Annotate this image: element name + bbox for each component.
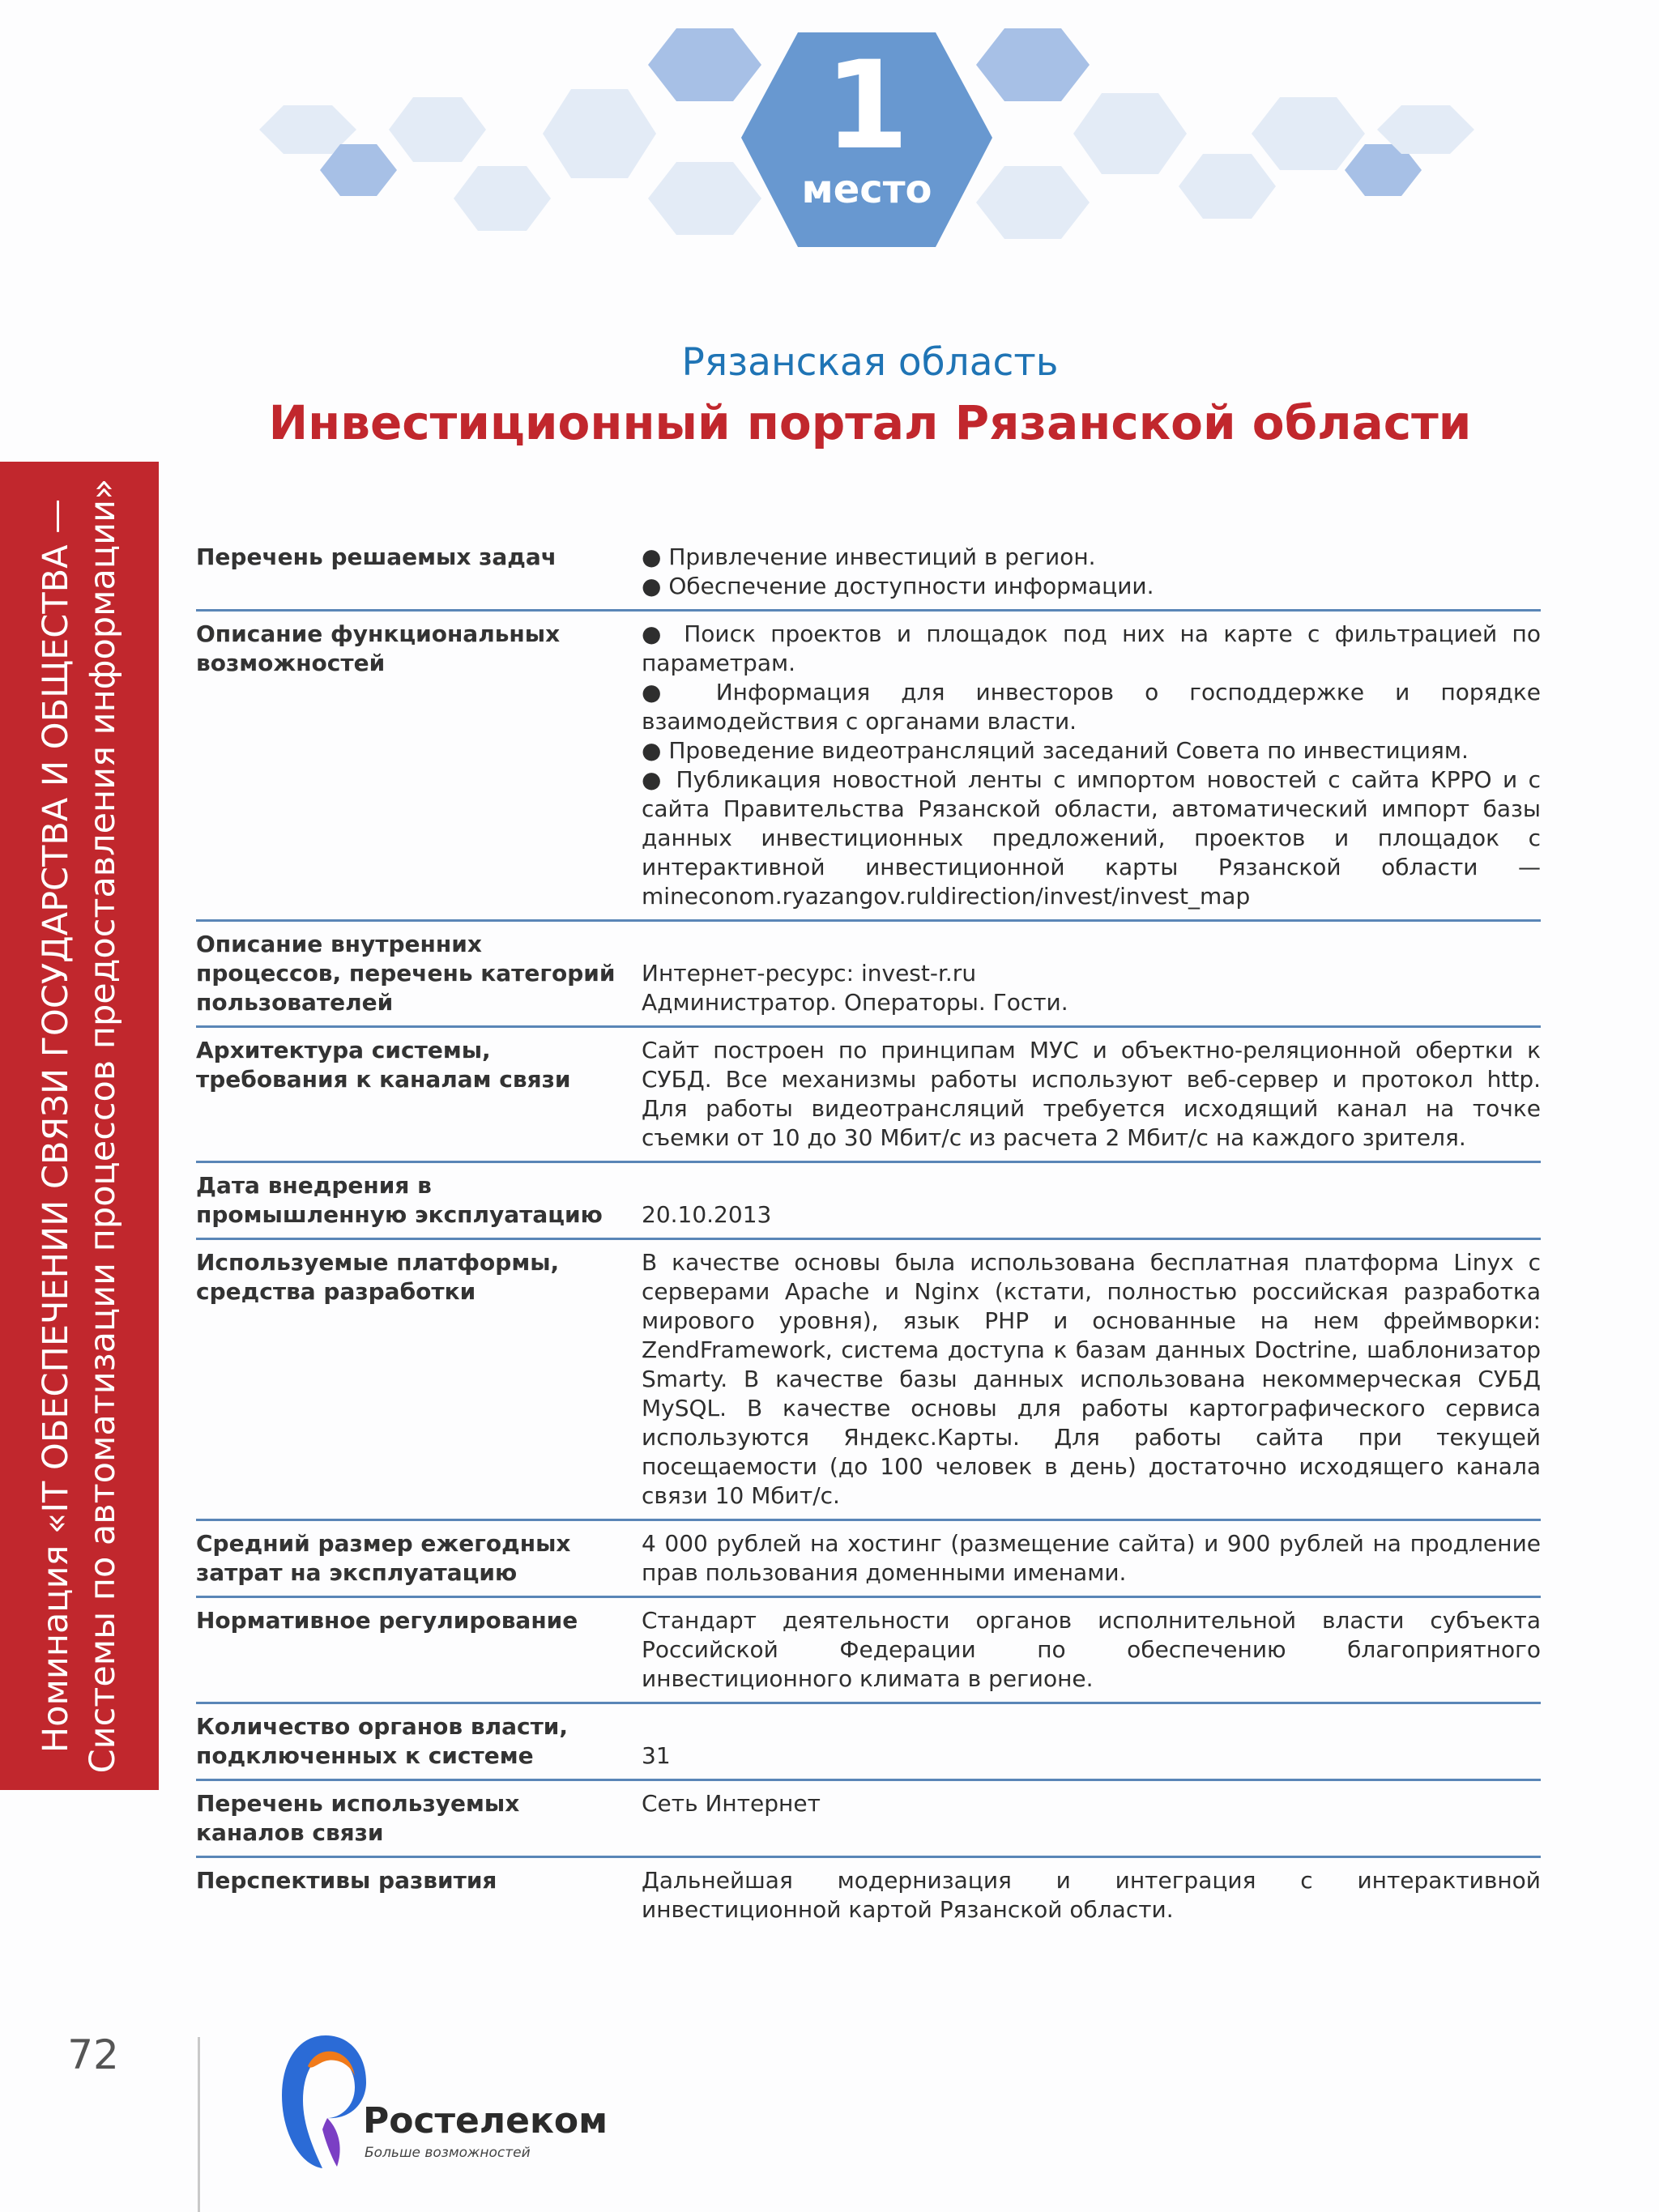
row-value: В качестве основы была использована бесплатная платформа Linyx с серверами Apache и Nginx (кстати, полностью российская разработка мирового уровня), язык PHP и основанные на нем фреймворки: ZendFramework, система доступа к базам данных Doctrine, шаблонизатор Smarty. В качестве базы данных использована некоммерческая СУБД MySQL. В качестве основы для работы картографического сервиса используются Яндекс.Карты. Для работы сайта при текущей посещаемости (до 100 человек в день) достаточно исходящего канала связи 10 Мбит/с.	[642, 1239, 1541, 1520]
table-row	[196, 1703, 1541, 1780]
bullet-item: ● Проведение видеотрансляций заседаний Совета по инвестициям.	[642, 736, 1541, 765]
row-value: Сайт построен по принципам МУС и объектно-реляционной обертки к СУБД. Все механизмы работы используют веб-сервер и протокол http. Для работы видеотрансляций требуется исходящий канал на точке съемки от 10 до 30 Мбит/с из расчета 2 Мбит/с на каждого зрителя.	[642, 1027, 1541, 1162]
table-row	[196, 1597, 1541, 1703]
nomination-text	[0, 462, 159, 1790]
row-value: Стандарт деятельности органов исполнительной власти субъекта Российской Федерации по обеспечению благоприятного инвестиционного климата в регионе.	[642, 1597, 1541, 1703]
hexagon	[389, 97, 486, 162]
table-row	[196, 1857, 1541, 1933]
bullet-item: ● Поиск проектов и площадок под них на карте с фильтрацией по параметрам.	[642, 620, 1541, 678]
table-row	[196, 535, 1541, 611]
row-label: Перспективы развития	[196, 1867, 497, 1894]
row-value	[642, 921, 1541, 1027]
badge-caption: место	[801, 167, 932, 212]
info-table	[196, 535, 1541, 1933]
row-label: Перечень используемых каналов связи	[196, 1780, 642, 1857]
hexagon	[1073, 93, 1187, 174]
footer-divider	[198, 2037, 200, 2212]
region-name: Рязанская область	[681, 340, 1059, 385]
value-line: Администратор. Операторы. Гости.	[642, 989, 1068, 1016]
hexagon	[1252, 97, 1365, 170]
row-label: Дата внедрения в промышленную эксплуатацию	[196, 1162, 642, 1239]
hexagon	[976, 28, 1090, 101]
hexagon	[648, 28, 761, 101]
logo-slogan: Больше возможностей	[365, 2145, 531, 2161]
bullet-item: ● Обеспечение доступности информации.	[642, 572, 1541, 601]
bullet-item: ● Привлечение инвестиций в регион.	[642, 543, 1541, 572]
bullet-item: ● Публикация новостной ленты с импортом новостей с сайта КРРО и с сайта Правительства Рязанской области, автоматический импорт базы данных инвестиционных предложений, проектов и площадок с интерактивной инвестиционной карты Рязанской области — mineconom.ryazangov.ruldirection/invest/invest_map	[642, 765, 1541, 911]
row-label: Описание функциональных возможностей	[196, 611, 642, 921]
table-row	[196, 1520, 1541, 1597]
bullet-item: ● Информация для инвесторов о господдержке и порядке взаимодействия с органами власти.	[642, 678, 1541, 736]
row-value	[642, 535, 1541, 611]
row-value: 31	[642, 1703, 1541, 1780]
logo-name: Ростелеком	[363, 2100, 608, 2142]
row-label: Нормативное регулирование	[196, 1597, 642, 1703]
page-number: 72	[67, 2031, 119, 2078]
value-line: Интернет-ресурс: invest-r.ru	[642, 960, 977, 987]
hexagon	[1179, 154, 1276, 219]
row-value: 4 000 рублей на хостинг (размещение сайта) и 900 рублей на продление прав пользования доменными именами.	[642, 1520, 1541, 1597]
row-label: Средний размер ежегодных затрат на эксплуатацию	[196, 1520, 642, 1597]
project-title: Инвестиционный портал Рязанской области	[268, 395, 1472, 450]
nomination-line-1: Номинация «IT ОБЕСПЕЧЕНИИ СВЯЗИ ГОСУДАРСТВА И ОБЩЕСТВА —	[36, 498, 76, 1754]
row-label: Используемые платформы, средства разработки	[196, 1239, 642, 1520]
table-row	[196, 1162, 1541, 1239]
hexagon	[976, 166, 1090, 239]
table-row	[196, 1027, 1541, 1162]
rostelecom-logo-icon	[275, 2029, 373, 2175]
hexagon	[543, 89, 656, 178]
hexagon-decoration	[0, 0, 1659, 275]
badge-number: 1	[824, 36, 910, 177]
hexagon	[648, 162, 761, 235]
row-value	[642, 611, 1541, 921]
row-value: Сеть Интернет	[642, 1780, 1541, 1857]
row-label: Архитектура системы, требования к каналам связи	[196, 1027, 642, 1162]
row-value: Дальнейшая модернизация и интеграция с интерактивной инвестиционной картой Рязанской области.	[642, 1867, 1541, 1923]
place-badge	[741, 32, 992, 247]
row-label: Количество органов власти, подключенных к системе	[196, 1703, 642, 1780]
row-value: 20.10.2013	[642, 1162, 1541, 1239]
table-row	[196, 921, 1541, 1027]
hexagon	[454, 166, 551, 231]
table-row	[196, 611, 1541, 921]
row-label: Описание внутренних процессов, перечень категорий пользователей	[196, 921, 642, 1027]
table-row	[196, 1239, 1541, 1520]
row-label: Перечень решаемых задач	[196, 535, 642, 611]
nomination-line-2: Системы по автоматизации процессов предоставления информации»	[83, 478, 123, 1774]
table-row	[196, 1780, 1541, 1857]
